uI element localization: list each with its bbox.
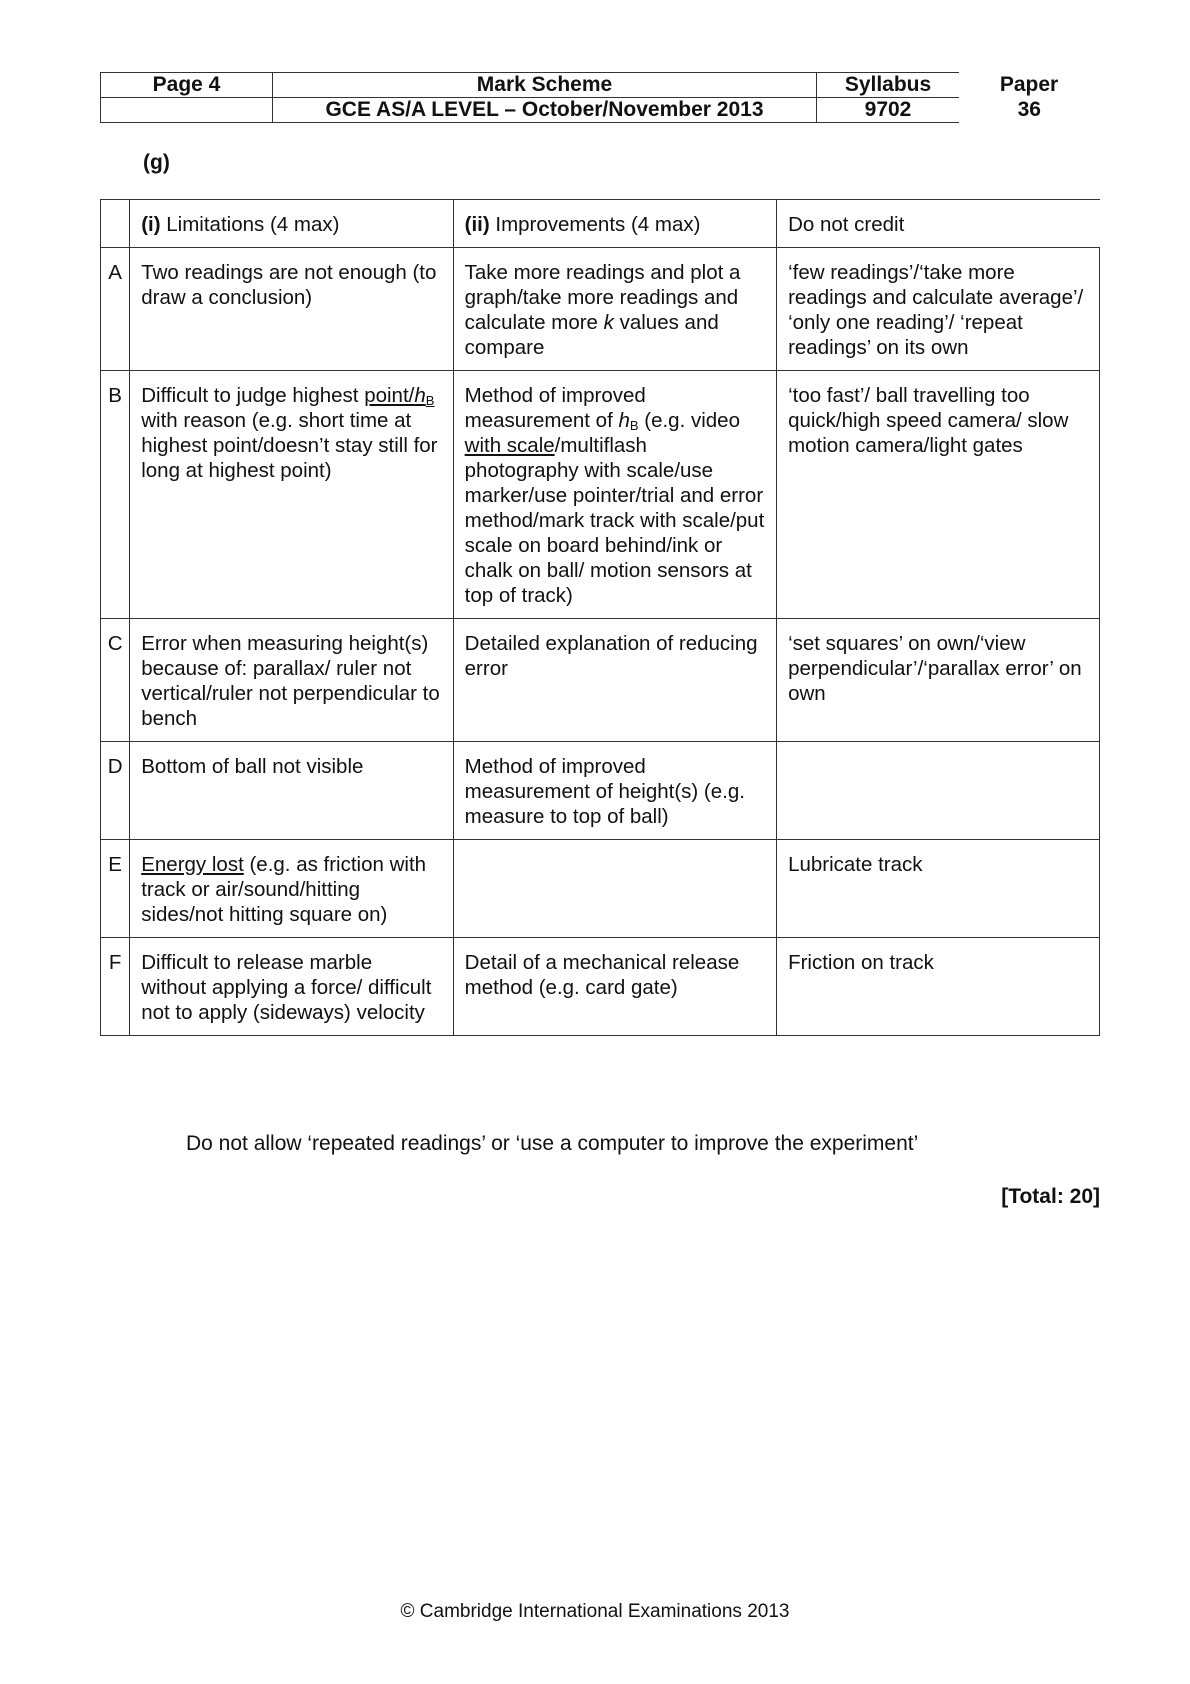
row-key: D: [101, 742, 130, 840]
improvement-cell: [453, 840, 776, 938]
limitation-cell: Two readings are not enough (to draw a conclusion): [130, 248, 453, 371]
header-table: [100, 72, 1100, 123]
total-marks: [Total: 20]: [1001, 1185, 1100, 1208]
limitation-text-end: with reason (e.g. short time at highest point/doesn’t stay still for long at highest point): [141, 409, 438, 482]
copyright-footer: © Cambridge International Examinations 2013: [400, 1601, 790, 1622]
do-not-credit-cell: [777, 742, 1100, 840]
improvement-text-end: /multiflash photography with scale/use marker/use pointer/trial and error method/mark track with scale/put scale on board behind/ink or chalk on ball/ motion sensors at top of track): [464, 434, 765, 607]
row-key: B: [101, 371, 130, 619]
limitations-header: [130, 200, 453, 248]
syllabus-label: Syllabus: [817, 73, 960, 98]
variable-k: k: [603, 311, 614, 334]
row-key: C: [101, 619, 130, 742]
improvement-cell: Method of improved measurement of height(s) (e.g. measure to top of ball): [453, 742, 776, 840]
paper-label: Paper: [999, 73, 1059, 96]
do-not-credit-header: Do not credit: [777, 200, 1100, 248]
variable-subscript: B: [425, 393, 435, 408]
limitations-label: Limitations (4 max): [160, 213, 340, 236]
part-label: (g): [143, 151, 170, 174]
improvement-text-end: values and compare: [464, 311, 719, 359]
limitation-underlined: Energy lost: [141, 853, 244, 876]
row-key: F: [101, 938, 130, 1036]
improvement-cell: [453, 371, 776, 619]
improvement-cell: [453, 248, 776, 371]
limitation-text-end: (e.g. as friction with track or air/sound/hitting sides/not hitting square on): [141, 853, 427, 926]
limitation-text: Difficult to judge highest: [141, 384, 365, 407]
variable-h: h: [414, 384, 426, 407]
variable-h: h: [618, 409, 630, 432]
improvements-header: [453, 200, 776, 248]
limitation-cell: Difficult to release marble without applying a force/ difficult not to apply (sideways) velocity: [130, 938, 453, 1036]
paper-value: 36: [1017, 98, 1041, 121]
limitation-cell: Error when measuring height(s) because of: parallax/ ruler not vertical/ruler not perpendicular to bench: [130, 619, 453, 742]
do-not-credit-cell: Lubricate track: [777, 840, 1100, 938]
mark-scheme-table: [100, 199, 1100, 1036]
do-not-credit-cell: ‘few readings’/‘take more readings and calculate average’/ ‘only one reading’/ ‘repeat readings’ on its own: [777, 248, 1100, 371]
improvement-text-mid: (e.g. video: [638, 409, 740, 432]
document-subtitle: GCE AS/A LEVEL – October/November 2013: [273, 98, 817, 123]
limitation-cell: Bottom of ball not visible: [130, 742, 453, 840]
table-row: [101, 371, 1100, 619]
key-header-cell: [101, 200, 130, 248]
do-not-credit-cell: ‘set squares’ on own/‘view perpendicular’/‘parallax error’ on own: [777, 619, 1100, 742]
improvement-text: Method of improved measurement of: [464, 384, 646, 432]
variable-subscript: B: [629, 418, 639, 433]
table-row: [101, 742, 1100, 840]
syllabus-value: 9702: [817, 98, 960, 123]
limitation-underlined: point/: [364, 384, 415, 407]
limitation-cell: [130, 840, 453, 938]
improvements-label: Improvements (4 max): [489, 213, 701, 236]
page-number: Page 4: [101, 73, 273, 98]
row-key: A: [101, 248, 130, 371]
exclusion-note: Do not allow ‘repeated readings’ or ‘use a computer to improve the experiment’: [186, 1132, 919, 1155]
do-not-credit-cell: Friction on track: [777, 938, 1100, 1036]
improvement-cell: Detail of a mechanical release method (e.g. card gate): [453, 938, 776, 1036]
table-row: [101, 248, 1100, 371]
document-title: Mark Scheme: [273, 73, 817, 98]
improvement-underlined: with scale: [464, 434, 555, 457]
header-blank-cell: [101, 98, 273, 123]
improvements-prefix: (ii): [464, 213, 490, 236]
table-row: [101, 840, 1100, 938]
limitations-prefix: (i): [141, 213, 161, 236]
table-row: [101, 619, 1100, 742]
limitation-cell: [130, 371, 453, 619]
improvement-cell: Detailed explanation of reducing error: [453, 619, 776, 742]
row-key: E: [101, 840, 130, 938]
table-header-row: [101, 200, 1100, 248]
do-not-credit-cell: ‘too fast’/ ball travelling too quick/high speed camera/ slow motion camera/light gates: [777, 371, 1100, 619]
improvement-text: Take more readings and plot a graph/take more readings and calculate more: [464, 261, 741, 334]
table-row: [101, 938, 1100, 1036]
